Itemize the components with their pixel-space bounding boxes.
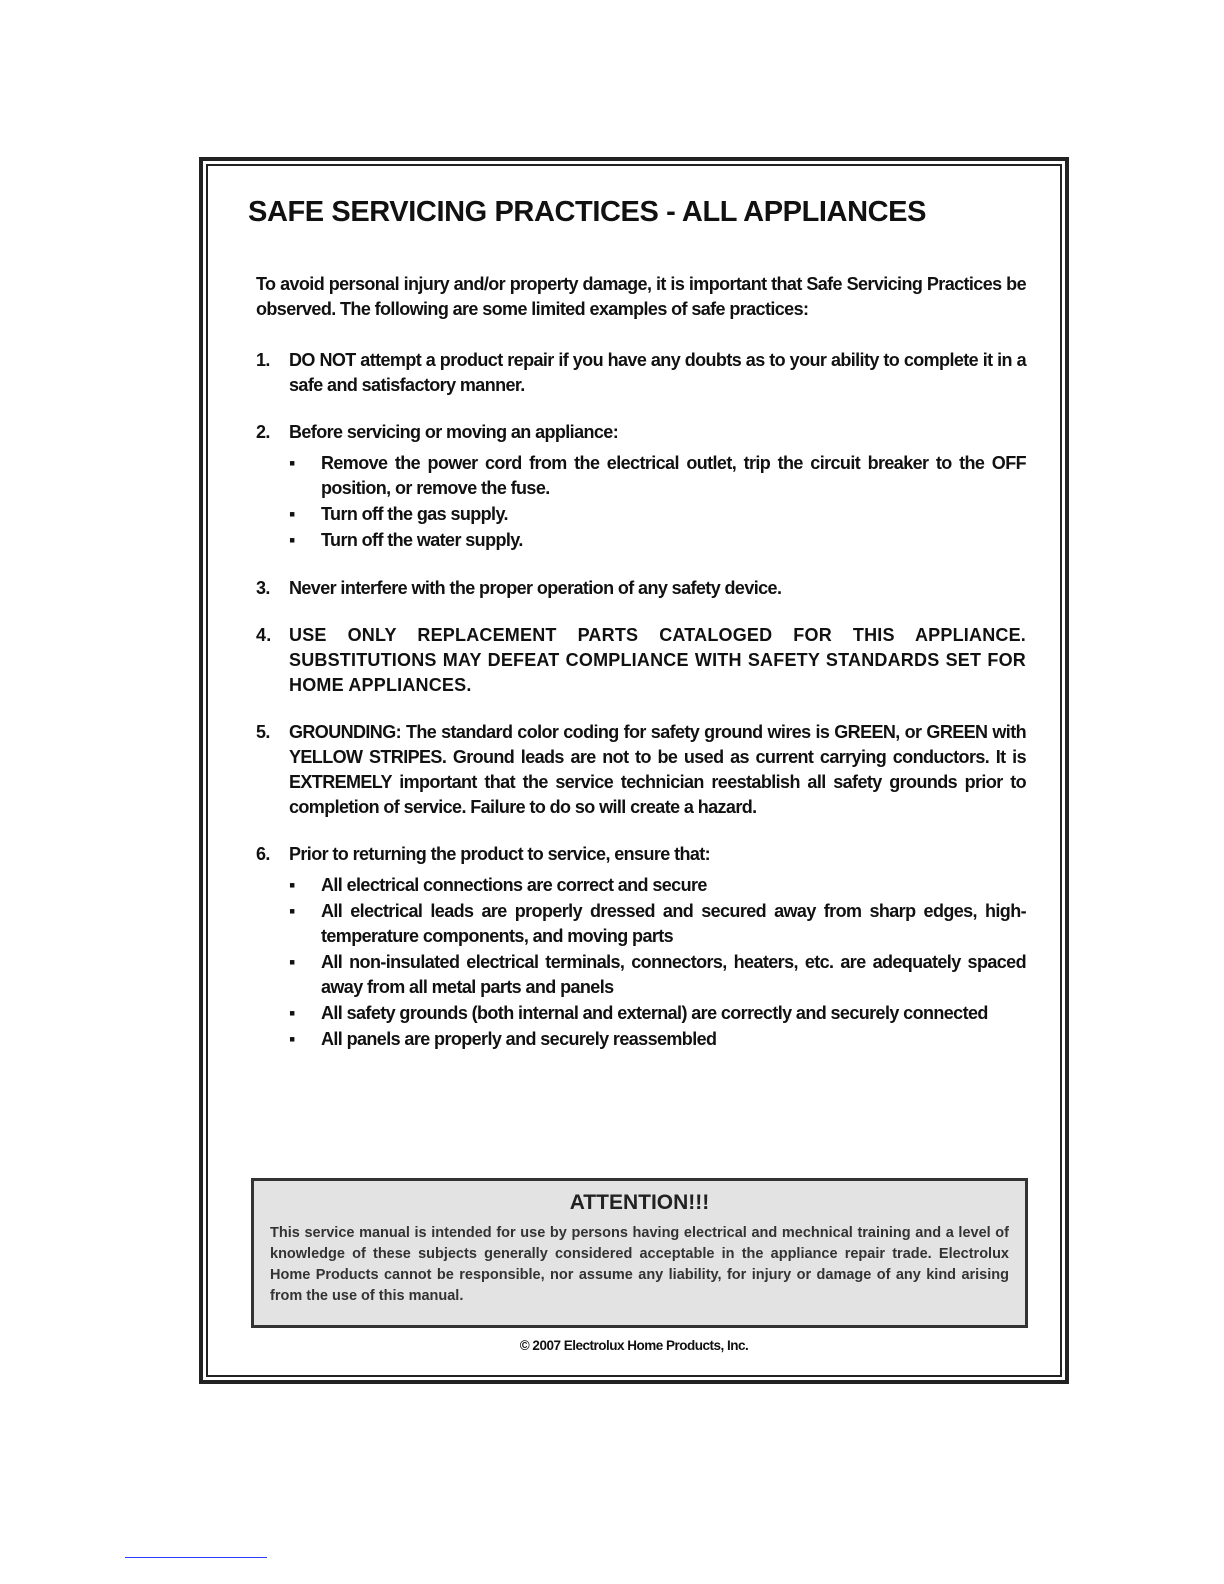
bullet-icon: ▪ — [289, 453, 295, 473]
bullet-text: Turn off the gas supply. — [321, 504, 508, 524]
list-item-6 — [256, 842, 1026, 1053]
bullet-item — [289, 1027, 1026, 1052]
item-text: Prior to returning the product to service, ensure that: — [289, 844, 711, 864]
item-text: The standard color coding for safety ground wires is GREEN, or GREEN with YELLOW STRIPES. Ground leads are not to be used as current carrying conductors. It is EXTREMELY important that the service technician reestablish all safety grounds prior to completion of service. Failure to do so will create a hazard. — [289, 722, 1026, 817]
item-number: 4. — [256, 625, 272, 645]
bullet-list — [289, 873, 1026, 1052]
list-item-1 — [256, 348, 1026, 398]
bullet-icon: ▪ — [289, 1003, 295, 1023]
page-frame — [199, 157, 1069, 1384]
attention-box — [251, 1178, 1028, 1328]
item-text: Never interfere with the proper operation of any safety device. — [289, 578, 782, 598]
item-body — [289, 348, 1026, 398]
item-number: 1. — [256, 350, 270, 370]
item-number: 2. — [256, 422, 270, 442]
bullet-item — [289, 451, 1026, 501]
bullet-icon: ▪ — [289, 901, 295, 921]
bullet-icon: ▪ — [289, 1029, 295, 1049]
list-item-4 — [256, 623, 1026, 698]
list-item-3 — [256, 576, 1026, 601]
bullet-text: All panels are properly and securely reassembled — [321, 1029, 717, 1049]
bullet-text: All safety grounds (both internal and external) are correctly and securely connected — [321, 1003, 988, 1023]
bullet-item — [289, 950, 1026, 1000]
page-title: SAFE SERVICING PRACTICES - ALL APPLIANCES — [248, 196, 927, 228]
bullet-text: Turn off the water supply. — [321, 530, 523, 550]
attention-text: This service manual is intended for use by persons having electrical and mechnical training and a level of knowledge of these subjects generally considered acceptable in the appliance repair trade. Electrolux Home Products cannot be responsible, nor assume any liability, for injury or damage of any kind arising from the use of this manual. — [270, 1225, 1009, 1304]
item-body — [289, 842, 1026, 1053]
item-number: 3. — [256, 578, 270, 598]
practice-list — [256, 348, 1026, 1075]
attention-heading: ATTENTION!!! — [569, 1191, 710, 1214]
item-text: Before servicing or moving an appliance: — [289, 422, 619, 442]
bullet-icon: ▪ — [289, 952, 295, 972]
bullet-icon: ▪ — [289, 875, 295, 895]
bullet-text: All electrical connections are correct and secure — [321, 875, 707, 895]
item-body — [289, 420, 1026, 554]
bullet-text: Remove the power cord from the electrical outlet, trip the circuit breaker to the OFF position, or remove the fuse. — [321, 453, 1026, 498]
bullet-icon: ▪ — [289, 504, 295, 524]
bullet-item — [289, 502, 1026, 527]
list-item-2 — [256, 420, 1026, 554]
item-number: 6. — [256, 844, 270, 864]
bullet-item — [289, 873, 1026, 898]
item-lead: DO NOT — [289, 350, 356, 370]
bullet-list — [289, 451, 1026, 553]
item-number: 5. — [256, 722, 270, 742]
bullet-text: All electrical leads are properly dressed and secured away from sharp edges, high-temperature components, and moving parts — [321, 901, 1026, 946]
bullet-item — [289, 899, 1026, 949]
bullet-text: All non-insulated electrical terminals, connectors, heaters, etc. are adequately spaced away from all metal parts and panels — [321, 952, 1026, 997]
bullet-item — [289, 1001, 1026, 1026]
footnote-rule — [125, 1557, 267, 1558]
item-body — [289, 720, 1026, 820]
page-frame-inner — [206, 164, 1062, 1377]
copyright-notice: © 2007 Electrolux Home Products, Inc. — [519, 1338, 749, 1353]
bullet-icon: ▪ — [289, 530, 295, 550]
list-item-5 — [256, 720, 1026, 820]
item-text: attempt a product repair if you have any doubts as to your ability to complete it in a safe and satisfactory manner. — [289, 350, 1027, 395]
item-text: USE ONLY REPLACEMENT PARTS CATALOGED FOR THIS APPLIANCE. SUBSTITUTIONS MAY DEFEAT COMPLIANCE WITH SAFETY STANDARDS SET FOR HOME APPLIANCES. — [289, 625, 1026, 695]
intro-paragraph: To avoid personal injury and/or property damage, it is important that Safe Servicing Practices be observed. The following are some limited examples of safe practices: — [256, 274, 1026, 319]
item-lead: GROUNDING: — [289, 722, 401, 742]
bullet-item — [289, 528, 1026, 553]
